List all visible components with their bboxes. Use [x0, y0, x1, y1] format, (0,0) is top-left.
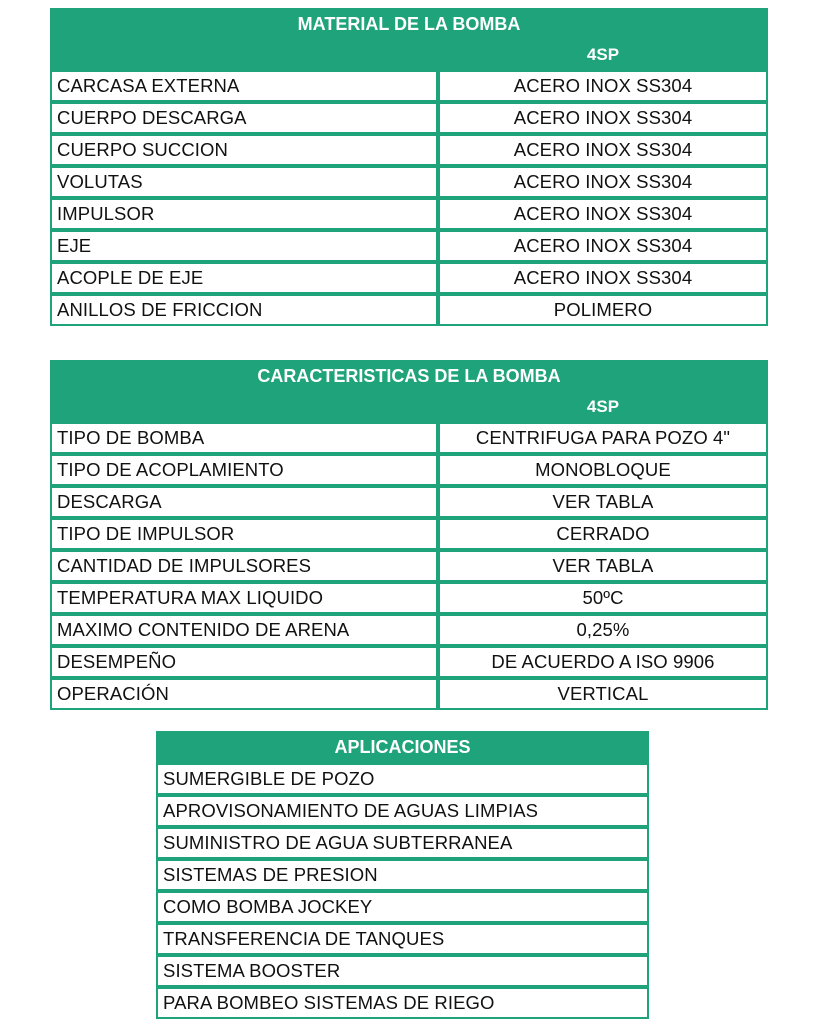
aplicaciones-table — [156, 731, 649, 1019]
material-row — [50, 134, 768, 166]
aplicaciones-row — [156, 891, 649, 923]
caracteristicas-row-value: VERTICAL — [438, 678, 768, 710]
material-row-label: CARCASA EXTERNA — [50, 70, 438, 102]
aplicacion-item: SUMERGIBLE DE POZO — [156, 763, 649, 795]
caracteristicas-row — [50, 646, 768, 678]
caracteristicas-row — [50, 550, 768, 582]
caracteristicas-row — [50, 454, 768, 486]
material-subheader-blank — [50, 40, 438, 70]
caracteristicas-table — [50, 360, 768, 710]
caracteristicas-row — [50, 678, 768, 710]
material-row — [50, 166, 768, 198]
material-row-value: ACERO INOX SS304 — [438, 102, 768, 134]
caracteristicas-row-value: VER TABLA — [438, 550, 768, 582]
material-row — [50, 102, 768, 134]
caracteristicas-row-value: DE ACUERDO A ISO 9906 — [438, 646, 768, 678]
caracteristicas-row-value: VER TABLA — [438, 486, 768, 518]
aplicacion-item: PARA BOMBEO SISTEMAS DE RIEGO — [156, 987, 649, 1019]
aplicacion-item: APROVISONAMIENTO DE AGUAS LIMPIAS — [156, 795, 649, 827]
aplicacion-item: SISTEMAS DE PRESION — [156, 859, 649, 891]
caracteristicas-title: CARACTERISTICAS DE LA BOMBA — [50, 360, 768, 392]
aplicacion-item: SUMINISTRO DE AGUA SUBTERRANEA — [156, 827, 649, 859]
material-row — [50, 262, 768, 294]
aplicaciones-row — [156, 923, 649, 955]
material-row-label: ACOPLE DE EJE — [50, 262, 438, 294]
material-row — [50, 230, 768, 262]
aplicacion-item: COMO BOMBA JOCKEY — [156, 891, 649, 923]
material-row — [50, 294, 768, 326]
caracteristicas-row-label: DESCARGA — [50, 486, 438, 518]
material-title: MATERIAL DE LA BOMBA — [50, 8, 768, 40]
aplicacion-item: TRANSFERENCIA DE TANQUES — [156, 923, 649, 955]
material-row — [50, 70, 768, 102]
caracteristicas-row-value: CENTRIFUGA PARA POZO 4" — [438, 422, 768, 454]
caracteristicas-row-label: TIPO DE IMPULSOR — [50, 518, 438, 550]
material-row — [50, 198, 768, 230]
aplicaciones-row — [156, 827, 649, 859]
caracteristicas-row — [50, 422, 768, 454]
caracteristicas-model: 4SP — [438, 392, 768, 422]
caracteristicas-body — [50, 422, 768, 710]
caracteristicas-row-label: TIPO DE ACOPLAMIENTO — [50, 454, 438, 486]
caracteristicas-row-value: 50ºC — [438, 582, 768, 614]
caracteristicas-row — [50, 518, 768, 550]
caracteristicas-row-label: DESEMPEÑO — [50, 646, 438, 678]
material-body — [50, 70, 768, 326]
material-row-value: ACERO INOX SS304 — [438, 134, 768, 166]
material-row-label: CUERPO SUCCION — [50, 134, 438, 166]
aplicaciones-row — [156, 859, 649, 891]
caracteristicas-row-label: TIPO DE BOMBA — [50, 422, 438, 454]
caracteristicas-row-value: CERRADO — [438, 518, 768, 550]
caracteristicas-row-value: MONOBLOQUE — [438, 454, 768, 486]
material-table — [50, 8, 768, 326]
aplicaciones-title: APLICACIONES — [156, 731, 649, 763]
caracteristicas-row-label: MAXIMO CONTENIDO DE ARENA — [50, 614, 438, 646]
material-row-label: EJE — [50, 230, 438, 262]
material-row-value: ACERO INOX SS304 — [438, 166, 768, 198]
material-row-label: ANILLOS DE FRICCION — [50, 294, 438, 326]
material-row-value: ACERO INOX SS304 — [438, 70, 768, 102]
material-row-label: VOLUTAS — [50, 166, 438, 198]
material-row-label: IMPULSOR — [50, 198, 438, 230]
caracteristicas-subheader-blank — [50, 392, 438, 422]
aplicaciones-body — [156, 763, 649, 1019]
caracteristicas-row-label: TEMPERATURA MAX LIQUIDO — [50, 582, 438, 614]
material-row-label: CUERPO DESCARGA — [50, 102, 438, 134]
aplicacion-item: SISTEMA BOOSTER — [156, 955, 649, 987]
material-model: 4SP — [438, 40, 768, 70]
caracteristicas-row-label: CANTIDAD DE IMPULSORES — [50, 550, 438, 582]
aplicaciones-row — [156, 763, 649, 795]
caracteristicas-row — [50, 582, 768, 614]
caracteristicas-row-value: 0,25% — [438, 614, 768, 646]
aplicaciones-row — [156, 987, 649, 1019]
aplicaciones-row — [156, 795, 649, 827]
material-row-value: ACERO INOX SS304 — [438, 230, 768, 262]
material-row-value: POLIMERO — [438, 294, 768, 326]
caracteristicas-row — [50, 614, 768, 646]
aplicaciones-row — [156, 955, 649, 987]
material-row-value: ACERO INOX SS304 — [438, 262, 768, 294]
caracteristicas-row-label: OPERACIÓN — [50, 678, 438, 710]
material-row-value: ACERO INOX SS304 — [438, 198, 768, 230]
caracteristicas-row — [50, 486, 768, 518]
